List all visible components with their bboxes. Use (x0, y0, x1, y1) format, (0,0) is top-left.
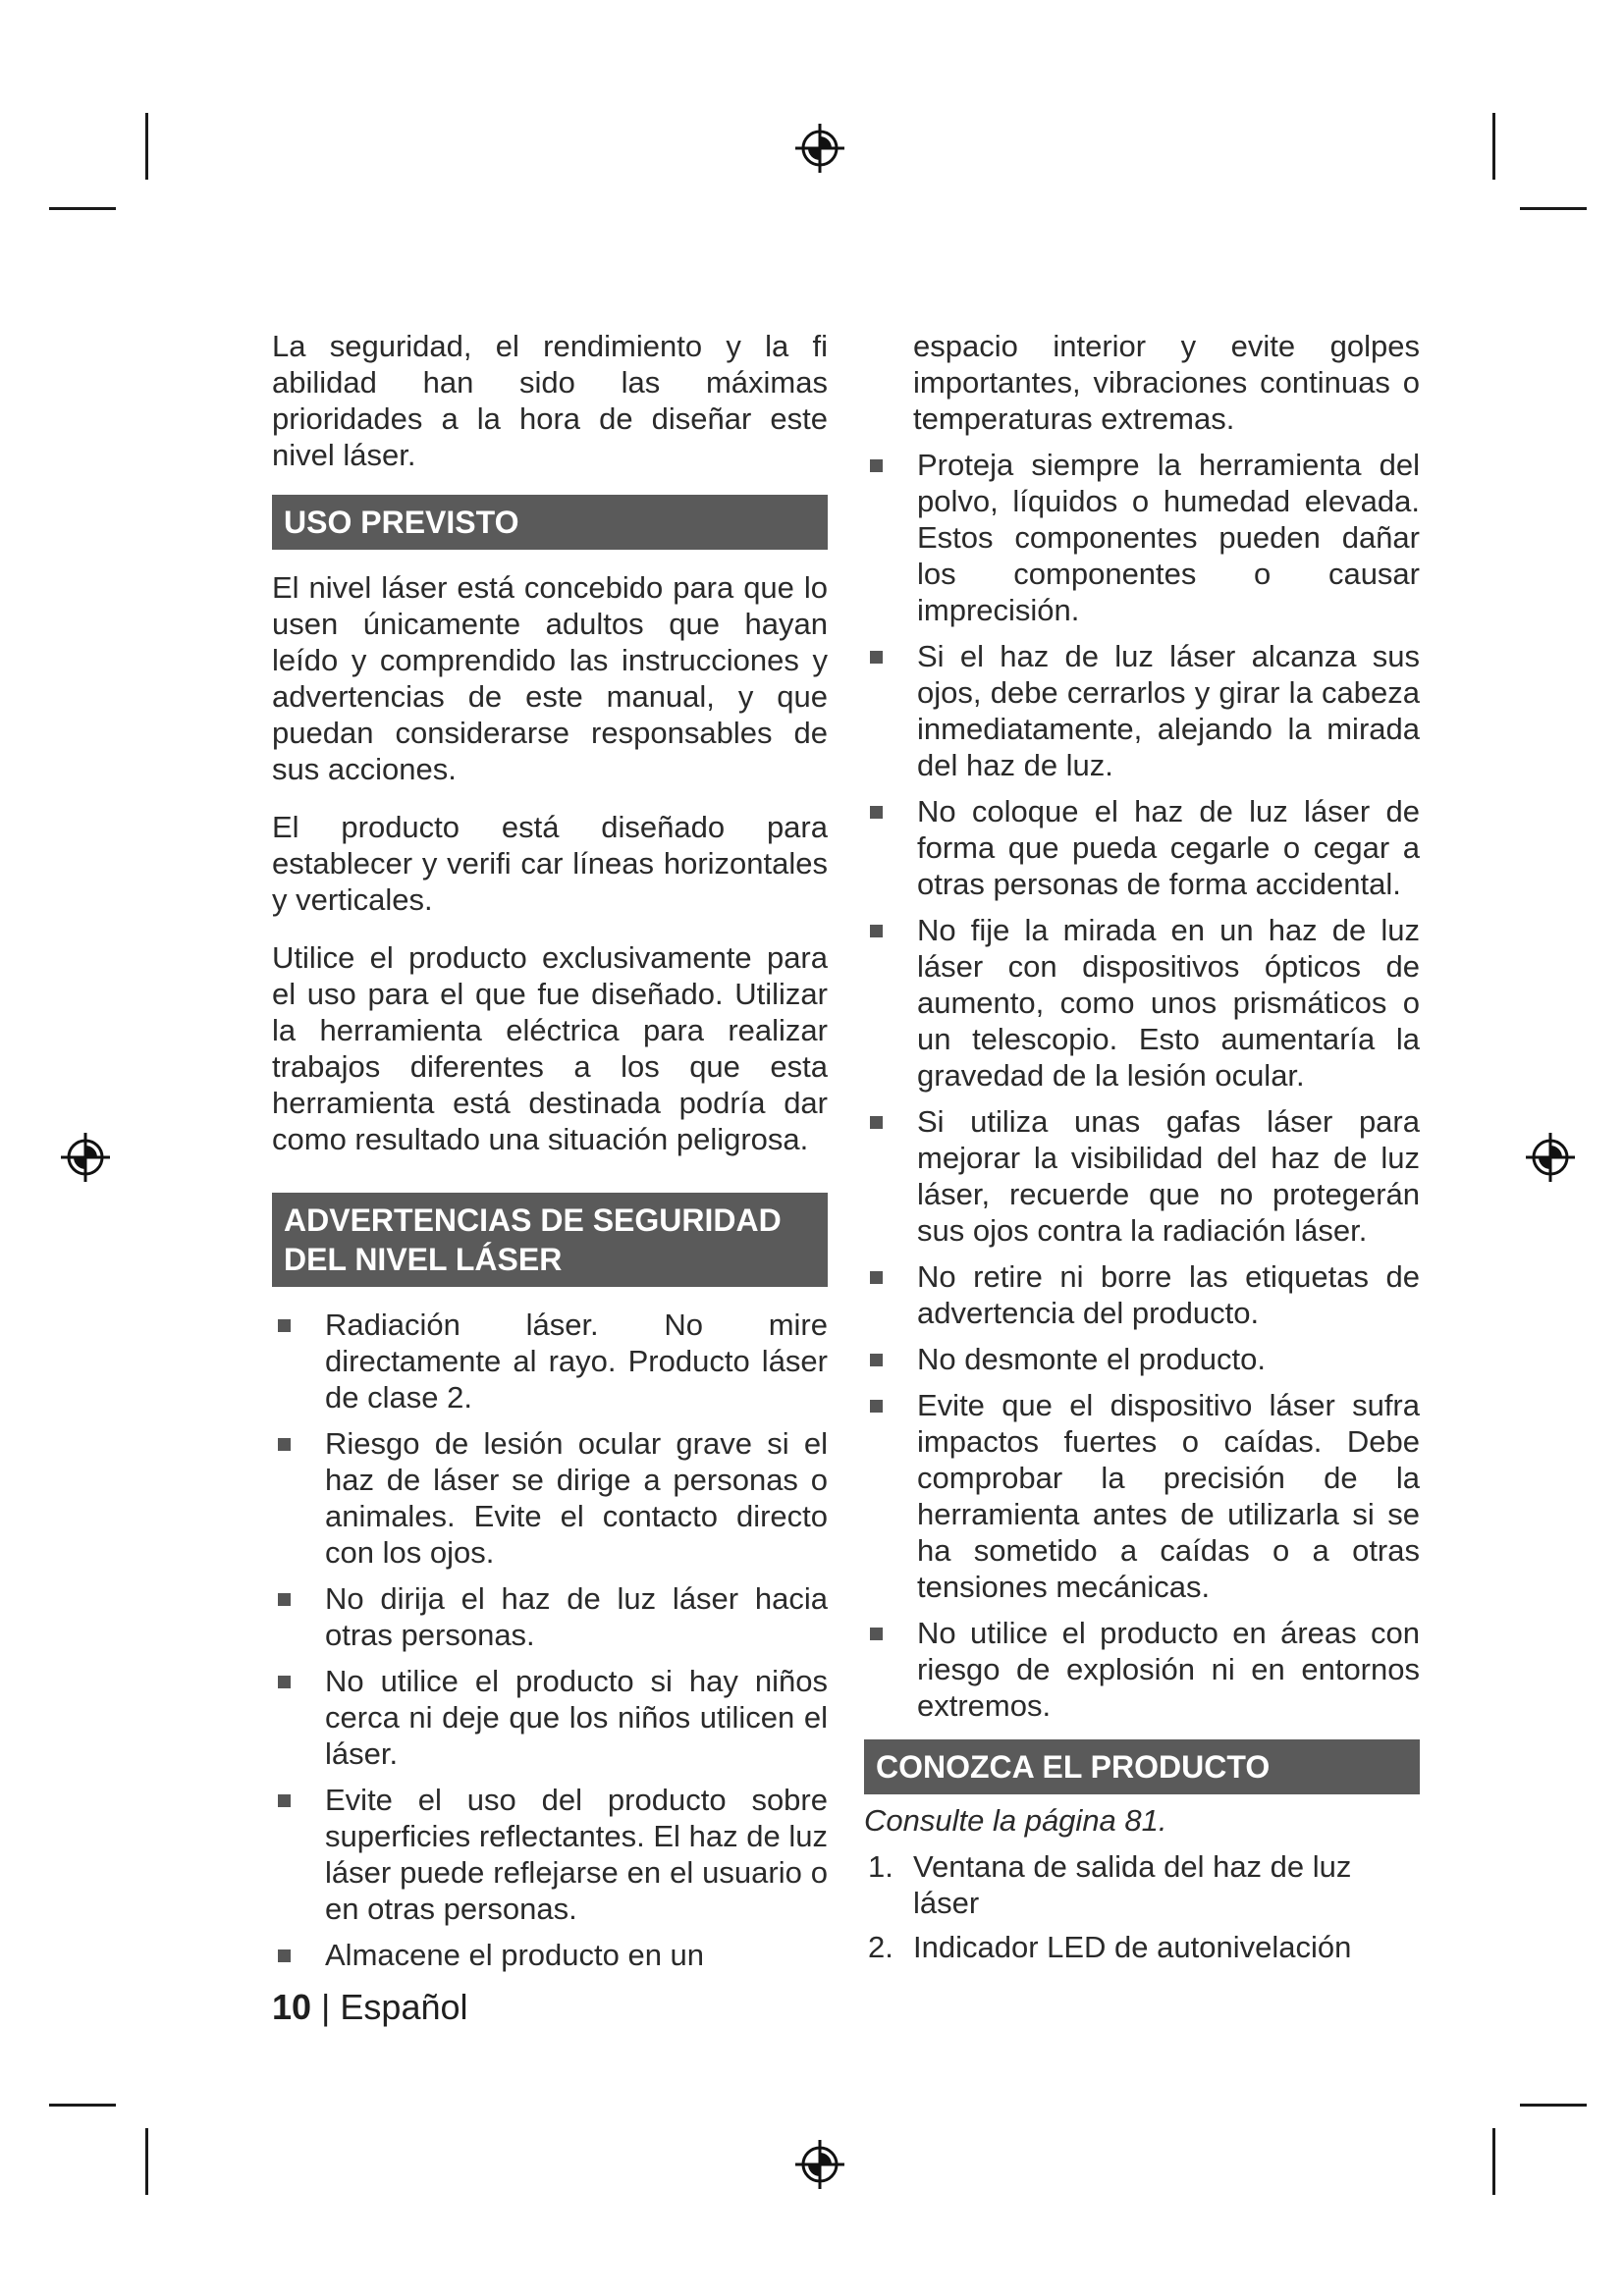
section-heading-uso-previsto: USO PREVISTO (272, 495, 828, 550)
crop-mark (49, 207, 116, 210)
heading-line: DEL NIVEL LÁSER (284, 1242, 563, 1277)
bullet-square-icon (870, 806, 883, 819)
list-item: Evite que el dispositivo láser sufra impactos fuertes o caídas. Debe comprobar la precisión de la herramienta antes de utilizarla si se ha sometido a caídas o a otras tensiones mecánicas. (864, 1387, 1420, 1605)
bullet-square-icon (870, 459, 883, 472)
intro-paragraph: La seguridad, el rendimiento y la fi abilidad han sido las máximas prioridades a la hora de diseñar este nivel láser. (272, 329, 828, 472)
left-column (272, 328, 828, 1983)
list-item: No retire ni borre las etiquetas de advertencia del producto. (864, 1258, 1420, 1331)
bullet-square-icon (278, 1438, 291, 1451)
body-paragraph: El nivel láser está concebido para que lo usen únicamente adultos que hayan leído y comprendido las instrucciones y advertencias de este manual, y que puedan considerarse responsables de sus acciones. (272, 570, 828, 786)
bullet-square-icon (870, 1271, 883, 1284)
parts-list (864, 1848, 1420, 1965)
registration-mark-icon (791, 120, 848, 177)
list-item: Si el haz de luz láser alcanza sus ojos, debe cerrarlos y girar la cabeza inmediatamente, alejando la mirada del haz de luz. (864, 638, 1420, 783)
crop-mark (1520, 2104, 1587, 2107)
bullet-square-icon (278, 1794, 291, 1807)
list-item: Radiación láser. No mire directamente al rayo. Producto láser de clase 2. (272, 1307, 828, 1415)
crop-mark (145, 113, 148, 180)
continuation-paragraph: espacio interior y evite golpes importantes, vibraciones continuas o temperaturas extremas. (913, 329, 1420, 436)
list-item: 2. Indicador LED de autonivelación (868, 1930, 1352, 1964)
right-column (864, 328, 1420, 1973)
list-item: Si utiliza unas gafas láser para mejorar la visibilidad del haz de luz láser, recuerde que no protegerán sus ojos contra la radiación láser. (864, 1103, 1420, 1249)
crop-mark (1520, 207, 1587, 210)
list-item: Riesgo de lesión ocular grave si el haz de láser se dirige a personas o animales. Evite el contacto directo con los ojos. (272, 1425, 828, 1571)
list-item: Almacene el producto en un (272, 1937, 828, 1973)
warning-list (272, 1307, 828, 1973)
list-item: No desmonte el producto. (864, 1341, 1420, 1377)
crop-mark (1492, 2128, 1495, 2195)
list-item: No fije la mirada en un haz de luz láser con dispositivos ópticos de aumento, como unos prismáticos o un telescopio. Esto aumentaría la gravedad de la lesión ocular. (864, 912, 1420, 1094)
bullet-square-icon (278, 1319, 291, 1332)
page-footer (272, 1987, 468, 2028)
footer-language: Español (340, 1987, 468, 2027)
crop-mark (49, 2104, 116, 2107)
warning-list (864, 447, 1420, 1724)
list-item: No utilice el producto en áreas con riesgo de explosión ni en entornos extremos. (864, 1615, 1420, 1724)
footer-separator: | (311, 1987, 341, 2027)
list-item: No dirija el haz de luz láser hacia otras personas. (272, 1580, 828, 1653)
registration-mark-icon (1522, 1129, 1579, 1186)
list-item: Proteja siempre la herramienta del polvo, líquidos o humedad elevada. Estos componentes pueden dañar los componentes o causar imprecisión. (864, 447, 1420, 628)
section-heading-conozca: CONOZCA EL PRODUCTO (864, 1739, 1420, 1794)
bullet-square-icon (870, 1116, 883, 1129)
bullet-square-icon (870, 925, 883, 937)
bullet-square-icon (870, 1354, 883, 1366)
crop-mark (1492, 113, 1495, 180)
bullet-square-icon (870, 1628, 883, 1640)
list-item: No utilice el producto si hay niños cerca ni deje que los niños utilicen el láser. (272, 1663, 828, 1772)
heading-line: ADVERTENCIAS DE SEGURIDAD (284, 1202, 782, 1238)
list-item: 1. Ventana de salida del haz de luz láser (868, 1849, 1352, 1920)
bullet-square-icon (278, 1676, 291, 1688)
crop-mark (145, 2128, 148, 2195)
registration-mark-icon (57, 1129, 114, 1186)
list-item: Evite el uso del producto sobre superficies reflectantes. El haz de luz láser puede reflejarse en el usuario o en otras personas. (272, 1782, 828, 1927)
bullet-square-icon (278, 1593, 291, 1606)
bullet-square-icon (870, 651, 883, 664)
page-reference: Consulte la página 81. (864, 1803, 1167, 1838)
registration-mark-icon (791, 2136, 848, 2193)
body-paragraph: El producto está diseñado para establecer y verifi car líneas horizontales y verticales. (272, 810, 828, 917)
list-item: No coloque el haz de luz láser de forma que pueda cegarle o cegar a otras personas de forma accidental. (864, 793, 1420, 902)
section-heading-advertencias (272, 1193, 828, 1287)
page-number: 10 (272, 1987, 312, 2027)
bullet-square-icon (870, 1400, 883, 1413)
body-paragraph: Utilice el producto exclusivamente para el uso para el que fue diseñado. Utilizar la herramienta eléctrica para realizar trabajos diferentes a los que esta herramienta está destinada podría dar como resultado una situación peligrosa. (272, 940, 828, 1156)
bullet-square-icon (278, 1949, 291, 1962)
